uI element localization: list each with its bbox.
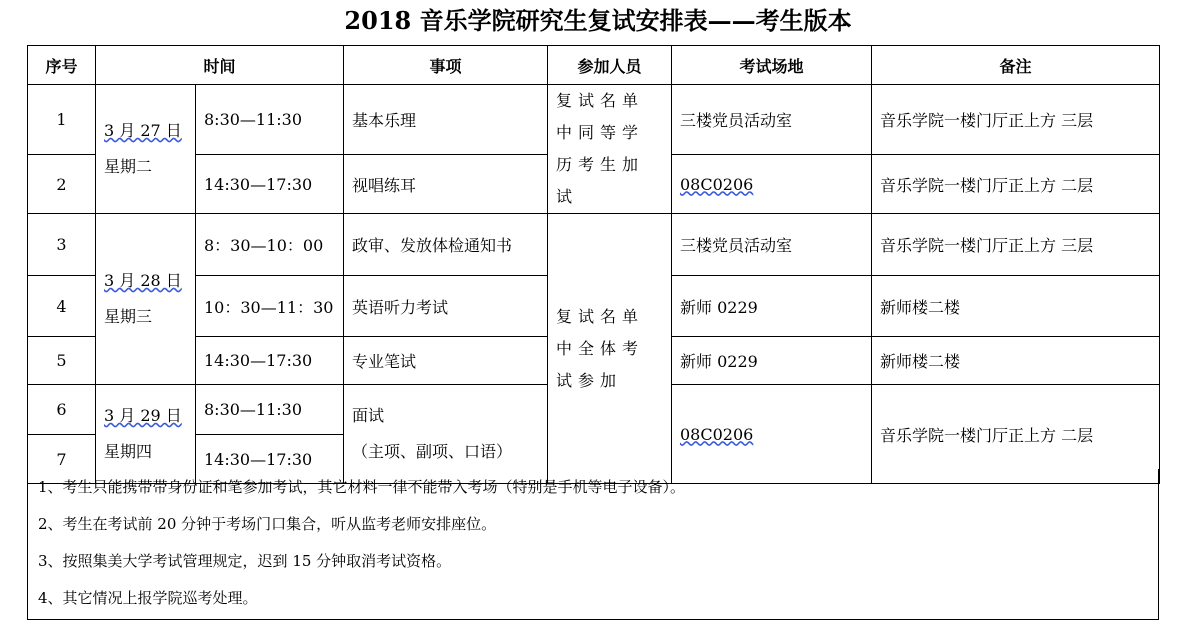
item-sub: （主项、副项、口语） [352,442,513,461]
venue-cell: 新师 0229 [672,337,872,385]
participants-cell: 复试名单中同等学历考生加试 [548,85,672,214]
remarks-cell: 新师楼二楼 [872,337,1160,385]
note-line: 1、考生只能携带带身份证和笔参加考试，其它材料一律不能带入考场（特别是手机等电子设备）。 [38,478,686,496]
item-cell: 专业笔试 [344,337,548,385]
time-cell: 8：30—10：00 [196,214,344,276]
header-index: 序号 [28,46,96,85]
header-venue: 考试场地 [672,46,872,85]
venue-cell: 三楼党员活动室 [672,85,872,155]
date: 3 月 28 日 [104,271,182,290]
participants-cell: 复试名单中全体考试参加 [548,214,672,484]
row-index: 6 [28,385,96,435]
time-cell: 10：30—11：30 [196,276,344,337]
weekday: 星期四 [104,442,153,461]
item-cell: 英语听力考试 [344,276,548,337]
date-cell [96,214,196,385]
notes-section [27,469,1159,620]
time-cell: 14:30—17:30 [196,435,344,484]
date-cell [96,85,196,214]
page-title: 2018 音乐学院研究生复试安排表——考生版本 [344,6,852,35]
item-cell: 视唱练耳 [344,155,548,214]
venue-cell: 新师 0229 [672,276,872,337]
table-row [28,214,1160,276]
remarks-cell: 音乐学院一楼门厅正上方 三层 [872,214,1160,276]
time-cell: 8:30—11:30 [196,85,344,155]
remarks-cell: 音乐学院一楼门厅正上方 二层 [872,155,1160,214]
time-cell: 14:30—17:30 [196,337,344,385]
date: 3 月 29 日 [104,406,182,425]
row-index: 1 [28,85,96,155]
remarks-cell: 音乐学院一楼门厅正上方 三层 [872,85,1160,155]
schedule-table [27,45,1160,484]
row-index: 7 [28,435,96,484]
weekday: 星期二 [104,157,153,176]
row-index: 3 [28,214,96,276]
time-cell: 14:30—17:30 [196,155,344,214]
note-line: 4、其它情况上报学院巡考处理。 [38,589,258,607]
remarks-cell: 新师楼二楼 [872,276,1160,337]
time-cell: 8:30—11:30 [196,385,344,435]
item-main: 面试 [352,406,385,425]
row-index: 4 [28,276,96,337]
table-row [28,85,1160,155]
venue-cell: 08C0206 [672,155,872,214]
venue-cell: 08C0206 [672,385,872,484]
venue-cell: 三楼党员活动室 [672,214,872,276]
remarks-cell: 音乐学院一楼门厅正上方 二层 [872,385,1160,484]
item-cell: 基本乐理 [344,85,548,155]
item-cell: 政审、发放体检通知书 [344,214,548,276]
date: 3 月 27 日 [104,121,182,140]
header-participants: 参加人员 [548,46,672,85]
header-item: 事项 [344,46,548,85]
note-line: 2、考生在考试前 20 分钟于考场门口集合，听从监考老师安排座位。 [38,515,497,533]
row-index: 5 [28,337,96,385]
table-header-row [28,46,1160,85]
weekday: 星期三 [104,307,153,326]
note-line: 3、按照集美大学考试管理规定，迟到 15 分钟取消考试资格。 [38,552,452,570]
header-remarks: 备注 [872,46,1160,85]
row-index: 2 [28,155,96,214]
header-time: 时间 [96,46,344,85]
